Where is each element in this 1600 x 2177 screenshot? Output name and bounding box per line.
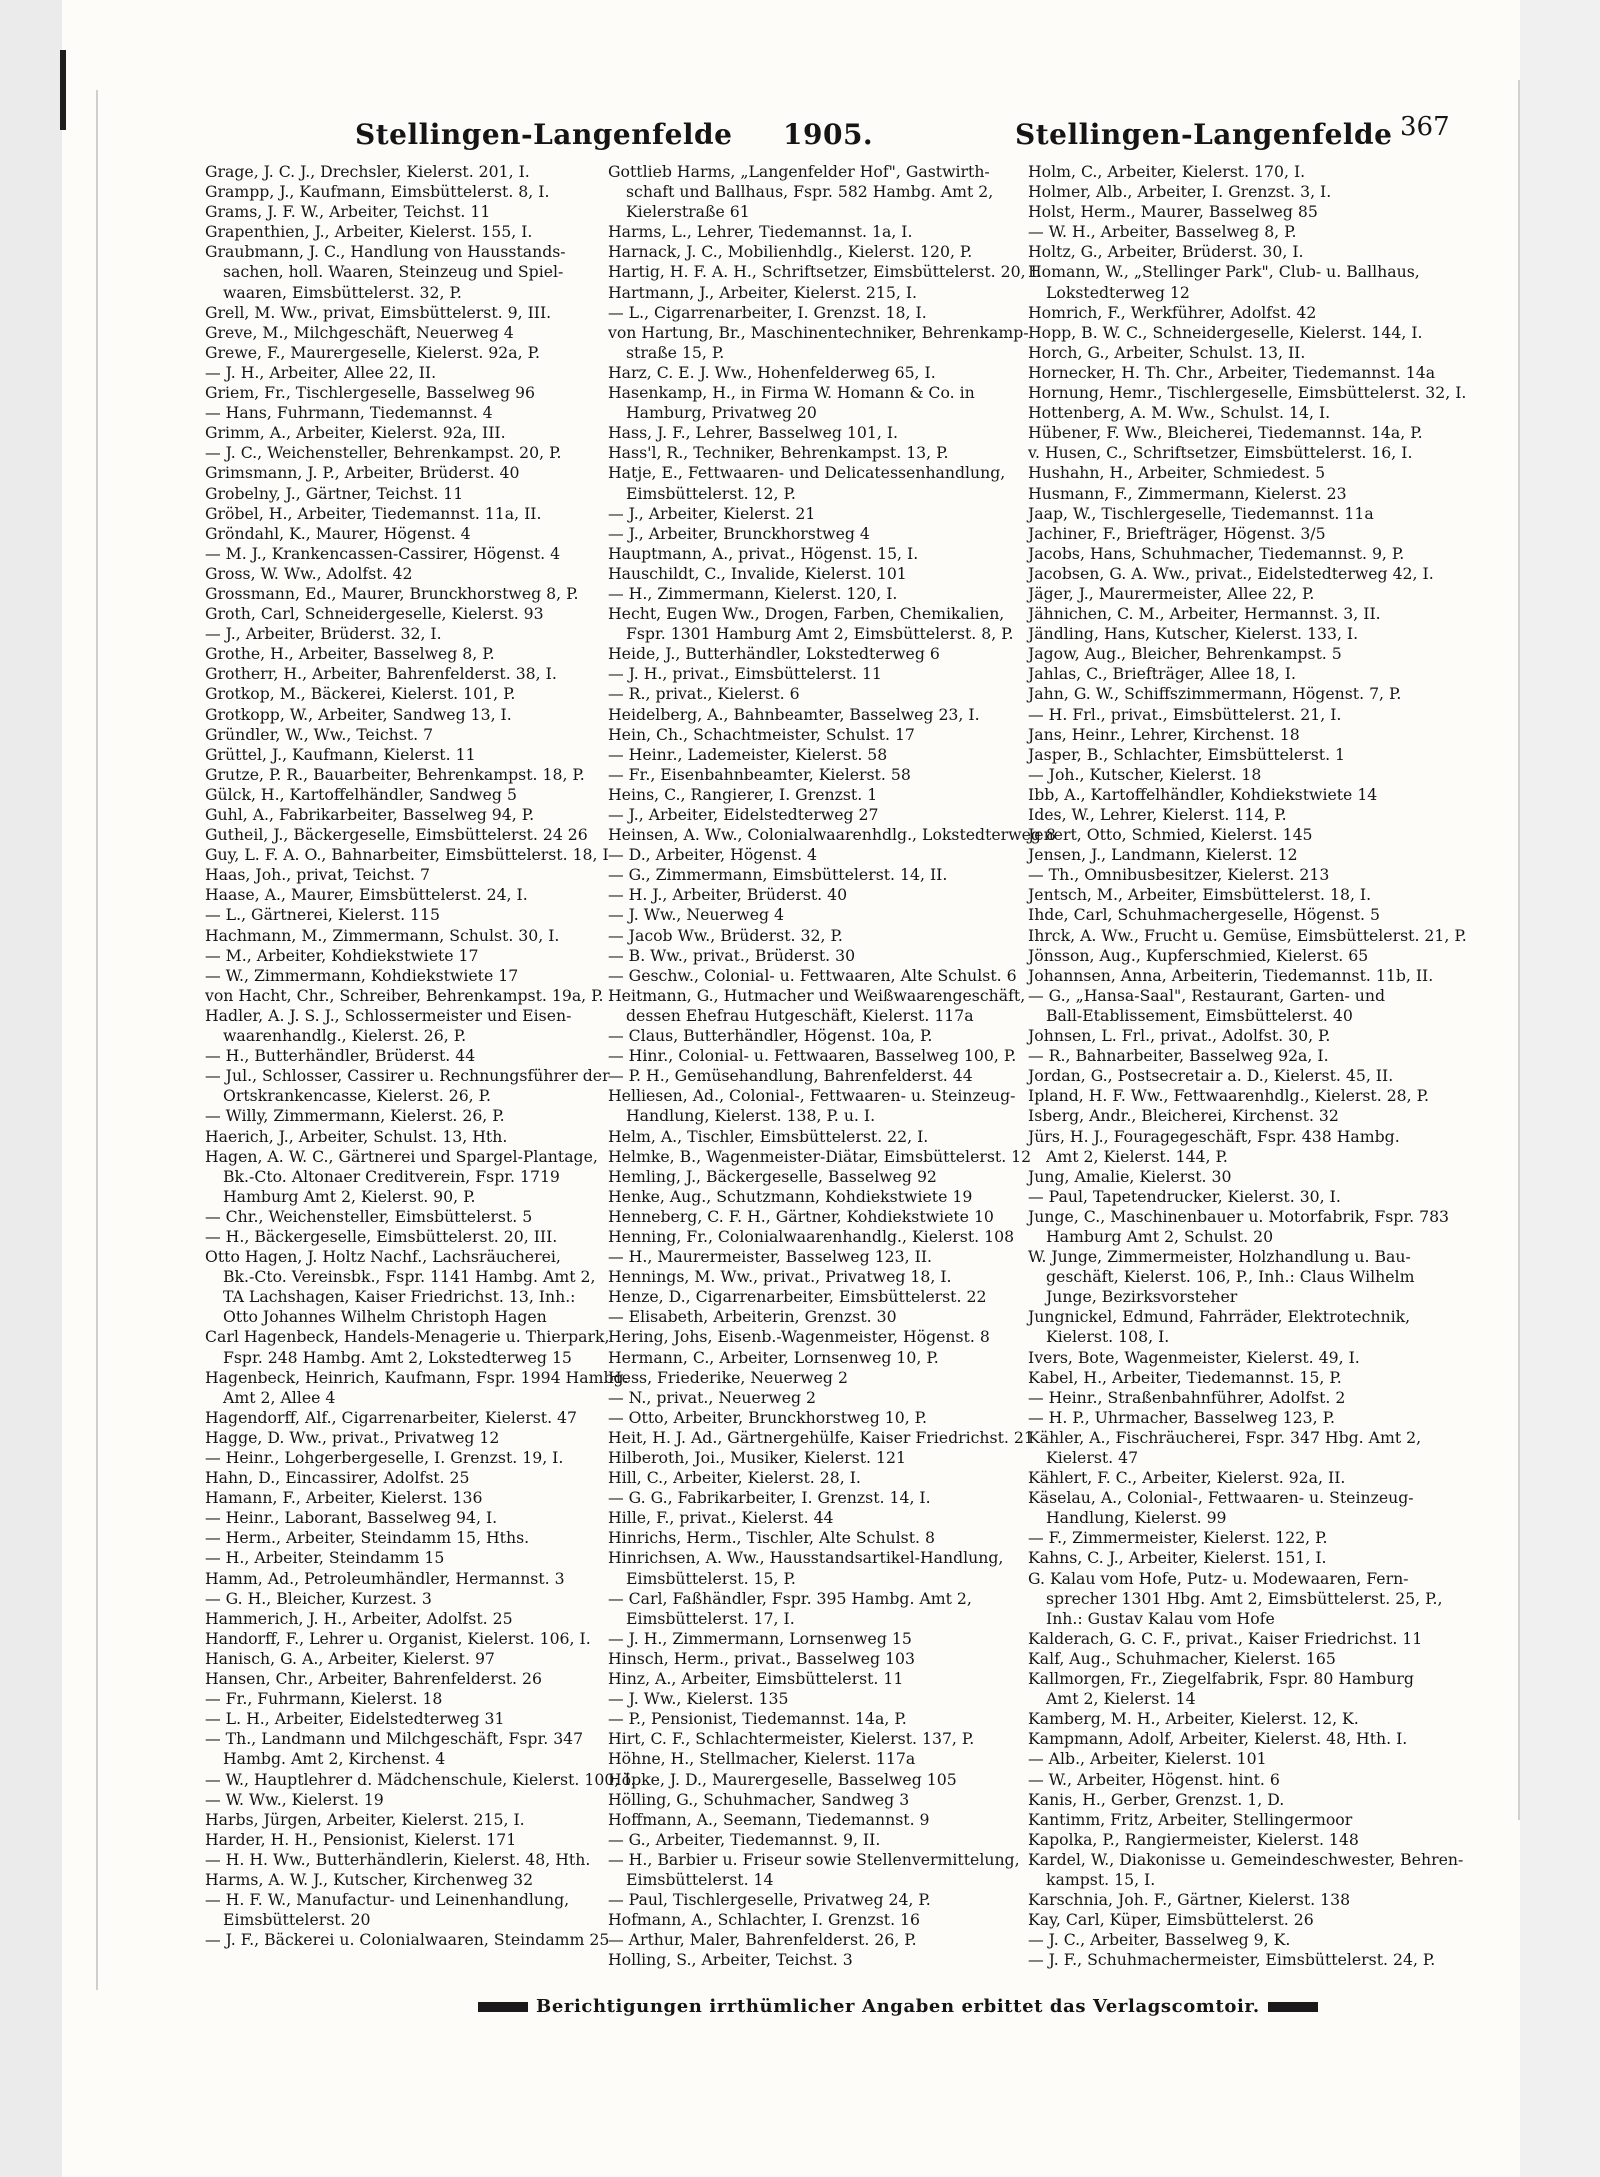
directory-entry: Jahlas, C., Briefträger, Allee 18, I. [1028, 664, 1296, 684]
directory-entry: Gülck, H., Kartoffelhändler, Sandweg 5 [205, 784, 517, 804]
directory-entry: — Fr., Eisenbahnbeamter, Kielerst. 58 [608, 764, 911, 784]
scan-binding-mark [60, 50, 66, 130]
directory-entry: Hamm, Ad., Petroleumhändler, Hermannst. 3 [205, 1568, 565, 1588]
directory-entry: Kallmorgen, Fr., Ziegelfabrik, Fspr. 80 Hamburg [1028, 1669, 1414, 1689]
directory-entry: Hinz, A., Arbeiter, Eimsbüttelerst. 11 [608, 1669, 904, 1689]
directory-entry: Grobelny, J., Gärtner, Teichst. 11 [205, 483, 464, 503]
directory-entry: Ivers, Bote, Wagenmeister, Kielerst. 49, I. [1028, 1347, 1360, 1367]
directory-entry: — W. Ww., Kielerst. 19 [205, 1789, 384, 1809]
directory-entry: Harms, A. W. J., Kutscher, Kirchenweg 32 [205, 1869, 534, 1889]
directory-entry: Carl Hagenbeck, Handels-Menagerie u. Thierpark, [205, 1327, 610, 1347]
page-edge-line [1518, 80, 1520, 1820]
directory-entry: Holm, C., Arbeiter, Kielerst. 170, I. [1028, 162, 1306, 181]
directory-entry: Hachmann, M., Zimmermann, Schulst. 30, I. [205, 925, 560, 945]
directory-entry: — J., Arbeiter, Kielerst. 21 [608, 503, 816, 523]
directory-entry: Heitmann, G., Hutmacher und Weißwaarengeschäft, [608, 985, 1026, 1005]
directory-entry: Haerich, J., Arbeiter, Schulst. 13, Hth. [205, 1126, 508, 1146]
directory-entry: Helliesen, Ad., Colonial-, Fettwaaren- u. Steinzeug- [608, 1086, 1016, 1106]
directory-entry: Grotkopp, W., Arbeiter, Sandweg 13, I. [205, 704, 512, 724]
directory-entry: Hornung, Hemr., Tischlergeselle, Eimsbüttelerst. 32, I. [1028, 383, 1467, 403]
directory-entry: — J. C., Arbeiter, Basselweg 9, K. [1028, 1930, 1291, 1950]
directory-entry: Grapenthien, J., Arbeiter, Kielerst. 155, I. [205, 222, 533, 242]
directory-entry: Harz, C. E. J. Ww., Hohenfelderweg 65, I. [608, 362, 936, 382]
directory-entry: Jacobsen, G. A. Ww., privat., Eidelstedterweg 42, I. [1028, 563, 1434, 583]
directory-entry: Hagenbeck, Heinrich, Kaufmann, Fspr. 1994 Hambg. [205, 1367, 629, 1387]
directory-entry: Harbs, Jürgen, Arbeiter, Kielerst. 215, I. [205, 1809, 525, 1829]
directory-entry: Haas, Joh., privat, Teichst. 7 [205, 865, 431, 885]
directory-entry: Karschnia, Joh. F., Gärtner, Kielerst. 138 [1028, 1890, 1351, 1910]
directory-entry: Holtz, G., Arbeiter, Brüderst. 30, I. [1028, 242, 1304, 262]
directory-entry: Jahn, G. W., Schiffszimmermann, Högenst. 7, P. [1028, 684, 1402, 704]
directory-entry: Amt 2, Kielerst. 144, P. [1046, 1146, 1228, 1166]
directory-entry: Jäger, J., Maurermeister, Allee 22, P. [1028, 583, 1315, 603]
directory-entry: Heins, C., Rangierer, I. Grenzst. 1 [608, 784, 878, 804]
directory-entry: Amt 2, Allee 4 [223, 1387, 336, 1407]
directory-entry: — W. H., Arbeiter, Basselweg 8, P. [1028, 222, 1297, 242]
directory-entry: — H., Zimmermann, Kielerst. 120, I. [608, 583, 898, 603]
directory-entry: Kapolka, P., Rangiermeister, Kielerst. 148 [1028, 1829, 1359, 1849]
directory-entry: Hinrichs, Herm., Tischler, Alte Schulst. 8 [608, 1528, 935, 1548]
directory-entry: — Jul., Schlosser, Cassirer u. Rechnungsführer der [205, 1066, 610, 1086]
directory-entry: Harder, H. H., Pensionist, Kielerst. 171 [205, 1829, 517, 1849]
directory-entry: — L. H., Arbeiter, Eidelstedterweg 31 [205, 1709, 505, 1729]
directory-entry: Grewe, F., Maurergeselle, Kielerst. 92a, P. [205, 342, 540, 362]
directory-entry: Ortskrankencasse, Kielerst. 26, P. [223, 1086, 492, 1106]
directory-entry: — Heinr., Lademeister, Kielerst. 58 [608, 744, 888, 764]
directory-entry: v. Husen, C., Schriftsetzer, Eimsbüttelerst. 16, I. [1028, 443, 1413, 463]
directory-entry: — P. H., Gemüsehandlung, Bahrenfelderst. 44 [608, 1066, 973, 1086]
directory-entry: Kanis, H., Gerber, Grenzst. 1, D. [1028, 1789, 1285, 1809]
directory-entry: dessen Ehefrau Hutgeschäft, Kielerst. 117a [626, 1005, 974, 1025]
directory-entry: — Willy, Zimmermann, Kielerst. 26, P. [205, 1106, 505, 1126]
directory-column-2 [608, 162, 1056, 1970]
directory-entry: Hass, J. F., Lehrer, Basselweg 101, I. [608, 423, 899, 443]
directory-entry: Bk.-Cto. Altonaer Creditverein, Fspr. 1719 [223, 1166, 560, 1186]
directory-entry: — Heinr., Straßenbahnführer, Adolfst. 2 [1028, 1387, 1346, 1407]
directory-entry: Jungnickel, Edmund, Fahrräder, Elektrotechnik, [1028, 1307, 1411, 1327]
directory-entry: Eimsbüttelerst. 20 [223, 1910, 371, 1930]
directory-entry: Hemling, J., Bäckergeselle, Basselweg 92 [608, 1166, 937, 1186]
directory-entry: Gross, W. Ww., Adolfst. 42 [205, 563, 413, 583]
directory-entry: straße 15, P. [626, 342, 725, 362]
directory-entry: Gottlieb Harms, „Langenfelder Hof", Gastwirth- [608, 162, 990, 181]
directory-entry: Otto Hagen, J. Holtz Nachf., Lachsräucherei, [205, 1247, 561, 1267]
directory-entry: Käselau, A., Colonial-, Fettwaaren- u. Steinzeug- [1028, 1488, 1414, 1508]
directory-entry: Hermann, C., Arbeiter, Lornsenweg 10, P. [608, 1347, 939, 1367]
directory-entry: — Chr., Weichensteller, Eimsbüttelerst. 5 [205, 1206, 533, 1226]
directory-entry: — R., Bahnarbeiter, Basselweg 92a, I. [1028, 1046, 1329, 1066]
footer-note [470, 1996, 1270, 2017]
directory-entry: Hess, Friederike, Neuerweg 2 [608, 1367, 848, 1387]
directory-entry: Hanisch, G. A., Arbeiter, Kielerst. 97 [205, 1648, 495, 1668]
footer-text: Berichtigungen irrthümlicher Angaben erbittet das Verlagscomtoir. [536, 1996, 1260, 2017]
directory-entry: Grell, M. Ww., privat, Eimsbüttelerst. 9, III. [205, 302, 552, 322]
directory-entry: — J., Arbeiter, Eidelstedterweg 27 [608, 805, 879, 824]
directory-entry: — Joh., Kutscher, Kielerst. 18 [1028, 764, 1262, 784]
directory-entry: Hagendorff, Alf., Cigarrenarbeiter, Kielerst. 47 [205, 1407, 578, 1427]
directory-entry: Hinrichsen, A. Ww., Hausstandsartikel-Handlung, [608, 1548, 1004, 1568]
directory-entry: Johnsen, L. Frl., privat., Adolfst. 30, P. [1028, 1026, 1331, 1046]
directory-entry: Hadler, A. J. S. J., Schlossermeister und Eisen- [205, 1005, 572, 1025]
directory-entry: — Arthur, Maler, Bahrenfelderst. 26, P. [608, 1930, 917, 1950]
page-header [205, 118, 1500, 158]
directory-entry: Hambg. Amt 2, Kirchenst. 4 [223, 1749, 446, 1769]
directory-entry: Harnack, J. C., Mobilienhdlg., Kielerst. 120, P. [608, 242, 973, 262]
directory-entry: Kalf, Aug., Schuhmacher, Kielerst. 165 [1028, 1648, 1336, 1668]
directory-entry: Helmke, B., Wagenmeister-Diätar, Eimsbüttelerst. 12 [608, 1146, 1032, 1166]
directory-entry: — H. Frl., privat., Eimsbüttelerst. 21, I. [1028, 704, 1342, 724]
directory-entry: Hirt, C. F., Schlachtermeister, Kielerst. 137, P. [608, 1729, 975, 1749]
directory-entry: Homann, W., „Stellinger Park", Club- u. Ballhaus, [1028, 262, 1420, 282]
directory-entry: Eimsbüttelerst. 14 [626, 1869, 774, 1889]
directory-entry: Gröndahl, K., Maurer, Högenst. 4 [205, 523, 471, 543]
directory-entry: Jordan, G., Postsecretair a. D., Kielerst. 45, II. [1028, 1066, 1394, 1086]
directory-entry: Greve, M., Milchgeschäft, Neuerweg 4 [205, 322, 514, 342]
directory-entry: Hilberoth, Joi., Musiker, Kielerst. 121 [608, 1448, 906, 1467]
directory-entry: — Alb., Arbeiter, Kielerst. 101 [1028, 1749, 1267, 1769]
directory-entry: — J. Ww., Kielerst. 135 [608, 1689, 789, 1709]
directory-entry: Hoffmann, A., Seemann, Tiedemannst. 9 [608, 1809, 930, 1829]
directory-entry: Hinsch, Herm., privat., Basselweg 103 [608, 1648, 916, 1668]
directory-entry: Handlung, Kielerst. 99 [1046, 1508, 1227, 1528]
directory-entry: Hatje, E., Fettwaaren- und Delicatessenhandlung, [608, 463, 1006, 483]
directory-entry: Hass'l, R., Techniker, Behrenkampst. 13, P. [608, 443, 949, 463]
directory-entry: — Herm., Arbeiter, Steindamm 15, Hths. [205, 1528, 530, 1548]
directory-entry: Guhl, A., Fabrikarbeiter, Basselweg 94, P. [205, 805, 535, 824]
directory-entry: Helm, A., Tischler, Eimsbüttelerst. 22, I. [608, 1126, 929, 1146]
directory-column-1 [205, 162, 636, 1950]
directory-entry: Hofmann, A., Schlachter, I. Grenzst. 16 [608, 1910, 921, 1930]
header-right-title: Stellingen-Langenfelde [1015, 118, 1393, 151]
directory-entry: — Th., Landmann und Milchgeschäft, Fspr. 347 [205, 1729, 584, 1749]
directory-entry: Heit, H. J. Ad., Gärtnergehülfe, Kaiser Friedrichst. 21 [608, 1427, 1034, 1447]
directory-entry: — Hans, Fuhrmann, Tiedemannst. 4 [205, 403, 493, 423]
directory-entry: Jacobs, Hans, Schuhmacher, Tiedemannst. 9, P. [1028, 543, 1405, 563]
directory-entry: — F., Zimmermeister, Kielerst. 122, P. [1028, 1528, 1328, 1548]
directory-entry: — J., Arbeiter, Brunckhorstweg 4 [608, 523, 870, 543]
directory-entry: Horch, G., Arbeiter, Schulst. 13, II. [1028, 342, 1306, 362]
directory-entry: — H., Bäckergeselle, Eimsbüttelerst. 20, III. [205, 1226, 558, 1246]
directory-entry: Jentsch, M., Arbeiter, Eimsbüttelerst. 18, I. [1028, 885, 1372, 905]
directory-entry: Hamburg Amt 2, Schulst. 20 [1046, 1226, 1274, 1246]
directory-entry: Holling, S., Arbeiter, Teichst. 3 [608, 1950, 853, 1970]
directory-entry: Höhne, H., Stellmacher, Kielerst. 117a [608, 1749, 916, 1769]
directory-entry: — G. G., Fabrikarbeiter, I. Grenzst. 14, I. [608, 1488, 931, 1508]
directory-entry: — Otto, Arbeiter, Brunckhorstweg 10, P. [608, 1407, 928, 1427]
directory-entry: Kielerst. 108, I. [1046, 1327, 1170, 1347]
directory-entry: Holst, Herm., Maurer, Basselweg 85 [1028, 202, 1318, 222]
directory-entry: Junge, Bezirksvorsteher [1046, 1287, 1238, 1307]
directory-entry: Hartmann, J., Arbeiter, Kielerst. 215, I. [608, 282, 918, 302]
directory-entry: Hornecker, H. Th. Chr., Arbeiter, Tiedemannst. 14a [1028, 362, 1436, 382]
directory-entry: Hering, Johs, Eisenb.-Wagenmeister, Högenst. 8 [608, 1327, 990, 1347]
directory-entry: Isberg, Andr., Bleicherei, Kirchenst. 32 [1028, 1106, 1339, 1126]
directory-entry: Grimsmann, J. P., Arbeiter, Brüderst. 40 [205, 463, 520, 483]
directory-entry: Gründler, W., Ww., Teichst. 7 [205, 724, 434, 744]
directory-entry: — J. C., Weichensteller, Behrenkampst. 20, P. [205, 443, 562, 463]
directory-entry: Jachiner, F., Briefträger, Högenst. 3/5 [1028, 523, 1326, 543]
directory-entry: von Hacht, Chr., Schreiber, Behrenkampst. 19a, P. [205, 985, 604, 1005]
directory-entry: — H. P., Uhrmacher, Basselweg 123, P. [1028, 1407, 1335, 1427]
directory-entry: Hopp, B. W. C., Schneidergeselle, Kielerst. 144, I. [1028, 322, 1423, 342]
directory-entry: Grotkop, M., Bäckerei, Kielerst. 101, P. [205, 684, 516, 704]
directory-entry: TA Lachshagen, Kaiser Friedrichst. 13, Inh.: [223, 1287, 576, 1307]
directory-entry: Kahns, C. J., Arbeiter, Kielerst. 151, I. [1028, 1548, 1327, 1568]
directory-entry: — N., privat., Neuerweg 2 [608, 1387, 817, 1407]
directory-entry: Fspr. 248 Hambg. Amt 2, Lokstedterweg 15 [223, 1347, 572, 1367]
directory-entry: — H., Butterhändler, Brüderst. 44 [205, 1046, 476, 1066]
directory-entry: — G., Arbeiter, Tiedemannst. 9, II. [608, 1829, 881, 1849]
directory-entry: Hottenberg, A. M. Ww., Schulst. 14, I. [1028, 403, 1331, 423]
directory-entry: Grimm, A., Arbeiter, Kielerst. 92a, III. [205, 423, 506, 443]
directory-entry: Kabel, H., Arbeiter, Tiedemannst. 15, P. [1028, 1367, 1342, 1387]
directory-entry: Hill, C., Arbeiter, Kielerst. 28, I. [608, 1468, 861, 1488]
pointing-hand-left-icon [478, 2002, 528, 2012]
directory-entry: Kielerstraße 61 [626, 202, 750, 222]
directory-entry: — J., Arbeiter, Brüderst. 32, I. [205, 624, 442, 644]
directory-entry: Hamburg, Privatweg 20 [626, 403, 817, 423]
directory-entry: Hennings, M. Ww., privat., Privatweg 18, I. [608, 1267, 952, 1287]
directory-entry: — J. H., privat., Eimsbüttelerst. 11 [608, 664, 882, 684]
directory-entry: Gutheil, J., Bäckergeselle, Eimsbüttelerst. 24 26 [205, 825, 588, 845]
directory-entry: sprecher 1301 Hbg. Amt 2, Eimsbüttelerst. 25, P., [1046, 1588, 1443, 1608]
directory-entry: Jändling, Hans, Kutscher, Kielerst. 133, I. [1028, 624, 1359, 644]
directory-entry: — M. J., Krankencassen-Cassirer, Högenst. 4 [205, 543, 561, 563]
directory-entry: Jähnichen, C. M., Arbeiter, Hermannst. 3, II. [1028, 604, 1381, 624]
directory-entry: — Th., Omnibusbesitzer, Kielerst. 213 [1028, 865, 1330, 885]
directory-entry: Henze, D., Cigarrenarbeiter, Eimsbüttelerst. 22 [608, 1287, 987, 1307]
header-left-title: Stellingen-Langenfelde [355, 118, 733, 151]
directory-entry: G. Kalau vom Hofe, Putz- u. Modewaaren, Fern- [1028, 1568, 1409, 1588]
directory-entry: — P., Pensionist, Tiedemannst. 14a, P. [608, 1709, 907, 1729]
directory-entry: Amt 2, Kielerst. 14 [1046, 1689, 1196, 1709]
directory-entry: von Hartung, Br., Maschinentechniker, Behrenkamp- [608, 322, 1029, 342]
directory-entry: Handorff, F., Lehrer u. Organist, Kielerst. 106, I. [205, 1628, 591, 1648]
directory-entry: — Jacob Ww., Brüderst. 32, P. [608, 925, 843, 945]
directory-entry: Grage, J. C. J., Drechsler, Kielerst. 201, I. [205, 162, 530, 181]
directory-entry: — H. J., Arbeiter, Brüderst. 40 [608, 885, 848, 905]
directory-entry: schaft und Ballhaus, Fspr. 582 Hambg. Amt 2, [626, 182, 994, 202]
directory-entry: Ipland, H. F. Ww., Fettwaarenhdlg., Kielerst. 28, P. [1028, 1086, 1429, 1106]
directory-entry: Kampmann, Adolf, Arbeiter, Kielerst. 48, Hth. I. [1028, 1729, 1408, 1749]
directory-entry: Inh.: Gustav Kalau vom Hofe [1046, 1608, 1275, 1628]
directory-entry: — Heinr., Lohgerbergeselle, I. Grenzst. 19, I. [205, 1448, 564, 1467]
directory-entry: Hagge, D. Ww., privat., Privatweg 12 [205, 1427, 500, 1447]
directory-entry: — J. Ww., Neuerweg 4 [608, 905, 784, 925]
directory-entry: — Geschw., Colonial- u. Fettwaaren, Alte Schulst. 6 [608, 965, 1017, 985]
directory-entry: Guy, L. F. A. O., Bahnarbeiter, Eimsbüttelerst. 18, I [205, 845, 609, 865]
directory-entry: sachen, holl. Waaren, Steinzeug und Spiel- [223, 262, 564, 282]
directory-entry: Henning, Fr., Colonialwaarenhandlg., Kielerst. 108 [608, 1226, 1015, 1246]
directory-entry: Hamburg Amt 2, Kielerst. 90, P. [223, 1186, 476, 1206]
directory-entry: Hushahn, H., Arbeiter, Schmiedest. 5 [1028, 463, 1326, 483]
directory-entry: — H., Maurermeister, Basselweg 123, II. [608, 1247, 932, 1267]
page-gutter-line [96, 90, 98, 1990]
directory-entry: Gröbel, H., Arbeiter, Tiedemannst. 11a, II. [205, 503, 542, 523]
directory-entry: Heinsen, A. Ww., Colonialwaarenhdlg., Lokstedterweg 8 [608, 825, 1056, 845]
directory-entry: — J. F., Schuhmachermeister, Eimsbüttelerst. 24, P. [1028, 1950, 1436, 1970]
directory-entry: Heide, J., Butterhändler, Lokstedterweg 6 [608, 644, 940, 664]
directory-entry: Hamann, F., Arbeiter, Kielerst. 136 [205, 1488, 483, 1508]
directory-entry: Holmer, Alb., Arbeiter, I. Grenzst. 3, I. [1028, 182, 1332, 202]
directory-entry: Ball-Etablissement, Eimsbüttelerst. 40 [1046, 1005, 1353, 1025]
directory-entry: Hahn, D., Eincassirer, Adolfst. 25 [205, 1468, 470, 1488]
directory-entry: Jönsson, Aug., Kupferschmied, Kielerst. 65 [1028, 945, 1369, 965]
directory-entry: — W., Hauptlehrer d. Mädchenschule, Kielerst. 100, I. [205, 1769, 636, 1789]
directory-column-3 [1028, 162, 1467, 1970]
directory-entry: — J. F., Bäckerei u. Colonialwaaren, Steindamm 25 [205, 1930, 610, 1950]
directory-entry: — Claus, Butterhändler, Högenst. 10a, P. [608, 1026, 933, 1046]
directory-entry: Henke, Aug., Schutzmann, Kohdiekstwiete 19 [608, 1186, 973, 1206]
directory-entry: Jenert, Otto, Schmied, Kielerst. 145 [1028, 825, 1313, 845]
directory-entry: Kähler, A., Fischräucherei, Fspr. 347 Hbg. Amt 2, [1028, 1427, 1422, 1447]
directory-entry: Lokstedterweg 12 [1046, 282, 1190, 302]
directory-entry: — B. Ww., privat., Brüderst. 30 [608, 945, 856, 965]
page-number: 367 [1400, 112, 1450, 142]
directory-entry: Jensen, J., Landmann, Kielerst. 12 [1028, 845, 1298, 865]
directory-entry: Fspr. 1301 Hamburg Amt 2, Eimsbüttelerst. 8, P. [626, 624, 1014, 644]
directory-entry: — W., Arbeiter, Högenst. hint. 6 [1028, 1769, 1280, 1789]
directory-entry: Ihde, Carl, Schuhmachergeselle, Högenst. 5 [1028, 905, 1381, 925]
directory-entry: — J. H., Arbeiter, Allee 22, II. [205, 362, 437, 382]
directory-entry: — J. H., Zimmermann, Lornsenweg 15 [608, 1628, 912, 1648]
directory-entry: — G., Zimmermann, Eimsbüttelerst. 14, II. [608, 865, 948, 885]
directory-entry: Grossmann, Ed., Maurer, Brunckhorstweg 8, P. [205, 583, 579, 603]
directory-entry: W. Junge, Zimmermeister, Holzhandlung u. Bau- [1028, 1247, 1411, 1267]
directory-entry: Hagen, A. W. C., Gärtnerei und Spargel-Plantage, [205, 1146, 598, 1166]
directory-entry: Kantimm, Fritz, Arbeiter, Stellingermoor [1028, 1809, 1353, 1829]
directory-entry: Hauptmann, A., privat., Högenst. 15, I. [608, 543, 919, 563]
directory-entry: Bk.-Cto. Vereinsbk., Fspr. 1141 Hambg. Amt 2, [223, 1267, 596, 1287]
directory-entry: Jans, Heinr., Lehrer, Kirchenst. 18 [1028, 724, 1300, 744]
directory-entry: Höpke, J. D., Maurergeselle, Basselweg 105 [608, 1769, 957, 1789]
directory-entry: Heidelberg, A., Bahnbeamter, Basselweg 23, I. [608, 704, 980, 724]
directory-entry: Ides, W., Lehrer, Kielerst. 114, P. [1028, 805, 1287, 824]
directory-entry: — H. F. W., Manufactur- und Leinenhandlung, [205, 1890, 570, 1910]
directory-entry: — L., Gärtnerei, Kielerst. 115 [205, 905, 440, 925]
directory-entry: Grüttel, J., Kaufmann, Kielerst. 11 [205, 744, 476, 764]
directory-entry: Grams, J. F. W., Arbeiter, Teichst. 11 [205, 202, 491, 222]
directory-entry: — H., Barbier u. Friseur sowie Stellenvermittelung, [608, 1849, 1020, 1869]
directory-entry: Hübener, F. Ww., Bleicherei, Tiedemannst. 14a, P. [1028, 423, 1423, 443]
directory-entry: — Elisabeth, Arbeiterin, Grenzst. 30 [608, 1307, 897, 1327]
directory-entry: waaren, Eimsbüttelerst. 32, P. [223, 282, 462, 302]
directory-entry: Johannsen, Anna, Arbeiterin, Tiedemannst. 11b, II. [1028, 965, 1434, 985]
directory-entry: Jung, Amalie, Kielerst. 30 [1028, 1166, 1232, 1186]
directory-entry: Hansen, Chr., Arbeiter, Bahrenfelderst. 26 [205, 1669, 542, 1689]
directory-entry: — H. H. Ww., Butterhändlerin, Kielerst. 48, Hth. [205, 1849, 591, 1869]
directory-entry: Grampp, J., Kaufmann, Eimsbüttelerst. 8, I. [205, 182, 550, 202]
directory-entry: kampst. 15, I. [1046, 1869, 1156, 1889]
directory-entry: Jaap, W., Tischlergeselle, Tiedemannst. 11a [1028, 503, 1374, 523]
directory-entry: Henneberg, C. F. H., Gärtner, Kohdiekstwiete 10 [608, 1206, 994, 1226]
directory-entry: — R., privat., Kielerst. 6 [608, 684, 800, 704]
directory-entry: — Paul, Tischlergeselle, Privatweg 24, P. [608, 1890, 931, 1910]
directory-entry: Ihrck, A. Ww., Frucht u. Gemüse, Eimsbüttelerst. 21, P. [1028, 925, 1467, 945]
directory-entry: Haase, A., Maurer, Eimsbüttelerst. 24, I. [205, 885, 528, 905]
directory-entry: Hille, F., privat., Kielerst. 44 [608, 1508, 834, 1528]
directory-entry: Jagow, Aug., Bleicher, Behrenkampst. 5 [1028, 644, 1342, 664]
directory-entry: — D., Arbeiter, Högenst. 4 [608, 845, 818, 865]
directory-entry: Grothe, H., Arbeiter, Basselweg 8, P. [205, 644, 495, 664]
directory-entry: Eimsbüttelerst. 17, I. [626, 1608, 795, 1628]
directory-entry: Grotherr, H., Arbeiter, Bahrenfelderst. 38, I. [205, 664, 557, 684]
directory-entry: Griem, Fr., Tischlergeselle, Basselweg 96 [205, 383, 535, 403]
directory-entry: Hammerich, J. H., Arbeiter, Adolfst. 25 [205, 1608, 513, 1628]
directory-entry: — Hinr., Colonial- u. Fettwaaren, Basselweg 100, P. [608, 1046, 1017, 1066]
directory-entry: Hein, Ch., Schachtmeister, Schulst. 17 [608, 724, 915, 744]
pointing-hand-right-icon [1268, 2002, 1318, 2012]
directory-entry: Ibb, A., Kartoffelhändler, Kohdiekstwiete 14 [1028, 784, 1378, 804]
directory-entry: — Heinr., Laborant, Basselweg 94, I. [205, 1508, 498, 1528]
directory-entry: Harms, L., Lehrer, Tiedemannst. 1a, I. [608, 222, 913, 242]
directory-entry: Husmann, F., Zimmermann, Kielerst. 23 [1028, 483, 1347, 503]
scan-left-margin [0, 0, 62, 2177]
directory-entry: — Carl, Faßhändler, Fspr. 395 Hambg. Amt 2, [608, 1588, 972, 1608]
directory-entry: Hauschildt, C., Invalide, Kielerst. 101 [608, 563, 907, 583]
directory-entry: — M., Arbeiter, Kohdiekstwiete 17 [205, 945, 479, 965]
directory-entry: Kählert, F. C., Arbeiter, Kielerst. 92a, II. [1028, 1468, 1346, 1488]
directory-entry: Jasper, B., Schlachter, Eimsbüttelerst. 1 [1028, 744, 1346, 764]
directory-entry: Kay, Carl, Küper, Eimsbüttelerst. 26 [1028, 1910, 1314, 1930]
directory-entry: — G., „Hansa-Saal", Restaurant, Garten- und [1028, 985, 1385, 1005]
directory-entry: geschäft, Kielerst. 106, P., Inh.: Claus Wilhelm [1046, 1267, 1415, 1287]
scan-right-margin [1520, 0, 1600, 2177]
directory-entry: waarenhandlg., Kielerst. 26, P. [223, 1026, 467, 1046]
directory-entry: Hecht, Eugen Ww., Drogen, Farben, Chemikalien, [608, 604, 1005, 624]
directory-entry: Jürs, H. J., Fouragegeschäft, Fspr. 438 Hambg. [1028, 1126, 1400, 1146]
directory-entry: Kalderach, G. C. F., privat., Kaiser Friedrichst. 11 [1028, 1628, 1423, 1648]
directory-entry: Kamberg, M. H., Arbeiter, Kielerst. 12, K. [1028, 1709, 1359, 1729]
directory-entry: Handlung, Kielerst. 138, P. u. I. [626, 1106, 876, 1126]
directory-entry: Kardel, W., Diakonisse u. Gemeindeschwester, Behren- [1028, 1849, 1464, 1869]
directory-entry: Hölling, G., Schuhmacher, Sandweg 3 [608, 1789, 910, 1809]
directory-entry: — W., Zimmermann, Kohdiekstwiete 17 [205, 965, 519, 985]
directory-entry: Hasenkamp, H., in Firma W. Homann & Co. in [608, 383, 975, 403]
directory-entry: — Fr., Fuhrmann, Kielerst. 18 [205, 1689, 443, 1709]
directory-entry: Graubmann, J. C., Handlung von Hausstands- [205, 242, 566, 262]
directory-entry: Hartig, H. F. A. H., Schriftsetzer, Eimsbüttelerst. 20, I. [608, 262, 1042, 282]
directory-entry: Groth, Carl, Schneidergeselle, Kielerst. 93 [205, 604, 544, 624]
directory-entry: Eimsbüttelerst. 15, P. [626, 1568, 796, 1588]
directory-entry: — L., Cigarrenarbeiter, I. Grenzst. 18, I. [608, 302, 927, 322]
directory-entry: Homrich, F., Werkführer, Adolfst. 42 [1028, 302, 1317, 322]
directory-entry: — Paul, Tapetendrucker, Kielerst. 30, I. [1028, 1186, 1341, 1206]
header-year: 1905. [783, 118, 874, 151]
directory-entry: Grutze, P. R., Bauarbeiter, Behrenkampst. 18, P. [205, 764, 585, 784]
directory-entry: Kielerst. 47 [1046, 1448, 1139, 1467]
directory-entry: — G. H., Bleicher, Kurzest. 3 [205, 1588, 432, 1608]
directory-entry: Junge, C., Maschinenbauer u. Motorfabrik, Fspr. 783 [1028, 1206, 1450, 1226]
directory-entry: Otto Johannes Wilhelm Christoph Hagen [223, 1307, 547, 1327]
directory-entry: Eimsbüttelerst. 12, P. [626, 483, 796, 503]
directory-entry: — H., Arbeiter, Steindamm 15 [205, 1548, 445, 1568]
